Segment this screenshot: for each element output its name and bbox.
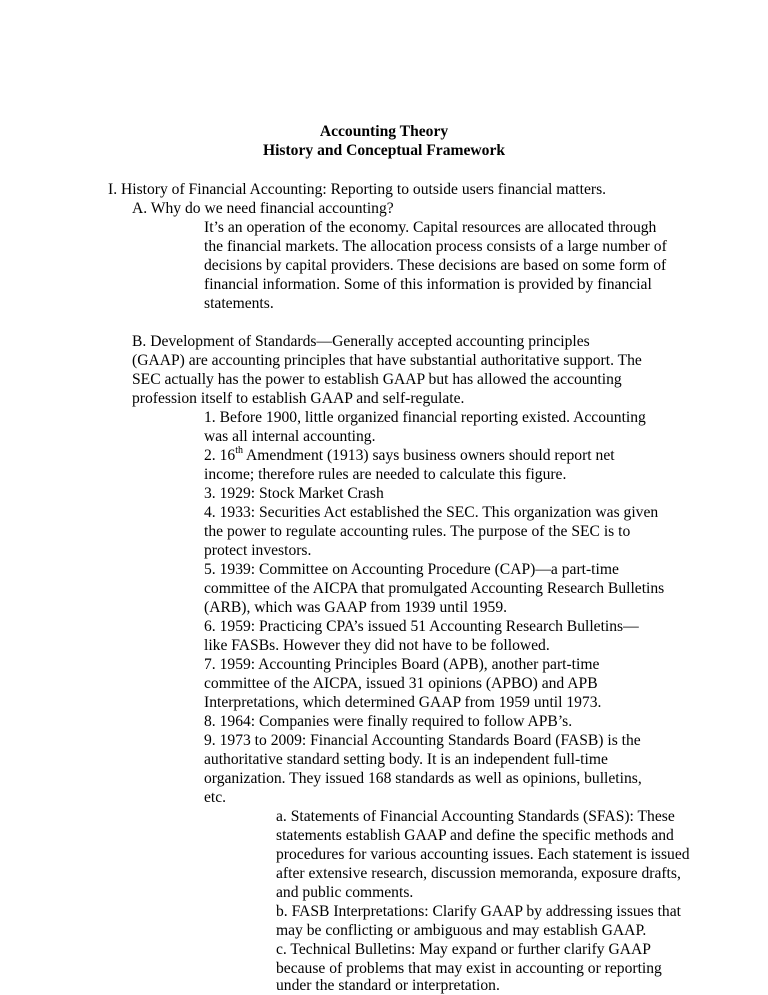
list-item-2-prefix: 2. 16	[204, 447, 236, 464]
list-item-5-cont: (ARB), which was GAAP from 1939 until 1959.	[204, 599, 508, 616]
list-item-7-cont: Interpretations, which determined GAAP from 1959 until 1973.	[204, 694, 602, 711]
document-subtitle: History and Conceptual Framework	[262, 142, 506, 159]
section-a-body-line: the financial markets. The allocation process consists of a large number of	[204, 238, 667, 255]
section-i-heading: I. History of Financial Accounting: Reporting to outside users financial matters.	[108, 181, 607, 198]
sub-item-a: a. Statements of Financial Accounting Standards (SFAS): These	[276, 808, 675, 825]
section-b-body-line: B. Development of Standards—Generally accepted accounting principles	[132, 333, 590, 350]
sub-item-c: c. Technical Bulletins: May expand or further clarify GAAP	[276, 941, 651, 958]
list-item-9: 9. 1973 to 2009: Financial Accounting Standards Board (FASB) is the	[204, 732, 641, 749]
sub-item-a-cont: and public comments.	[276, 884, 414, 901]
section-b-body-line: (GAAP) are accounting principles that have substantial authoritative support. The	[132, 352, 642, 369]
section-a-body-line: It’s an operation of the economy. Capital resources are allocated through	[204, 219, 657, 236]
list-item-3: 3. 1929: Stock Market Crash	[204, 485, 384, 502]
list-item-9-cont: organization. They issued 168 standards as well as opinions, bulletins,	[204, 770, 642, 787]
list-item-4-cont: protect investors.	[204, 542, 312, 559]
list-item-5: 5. 1939: Committee on Accounting Procedure (CAP)—a part-time	[204, 561, 619, 578]
list-item-6: 6. 1959: Practicing CPA’s issued 51 Accounting Research Bulletins—	[204, 618, 639, 635]
list-item-1: 1. Before 1900, little organized financial reporting existed. Accounting	[204, 409, 646, 426]
list-item-2-rest: Amendment (1913) says business owners should report net	[242, 447, 615, 464]
list-item-7: 7. 1959: Accounting Principles Board (APB), another part-time	[204, 656, 600, 673]
list-item-6-cont: like FASBs. However they did not have to be followed.	[204, 637, 550, 654]
sub-item-c-cont: because of problems that may exist in accounting or reporting	[276, 960, 662, 977]
document-title: Accounting Theory	[319, 123, 449, 140]
list-item-2-cont: income; therefore rules are needed to calculate this figure.	[204, 466, 567, 483]
list-item-5-cont: committee of the AICPA that promulgated Accounting Research Bulletins	[204, 580, 665, 597]
list-item-8: 8. 1964: Companies were finally required to follow APB’s.	[204, 713, 573, 730]
section-a-heading: A. Why do we need financial accounting?	[132, 200, 394, 217]
sub-item-a-cont: after extensive research, discussion memoranda, exposure drafts,	[276, 865, 681, 882]
list-item-4-cont: the power to regulate accounting rules. The purpose of the SEC is to	[204, 523, 631, 540]
sub-item-a-cont: procedures for various accounting issues. Each statement is issued	[276, 846, 690, 863]
section-b-body-line: SEC actually has the power to establish GAAP but has allowed the accounting	[132, 371, 622, 388]
list-item-2	[204, 446, 615, 465]
sub-item-a-cont: statements establish GAAP and define the specific methods and	[276, 827, 674, 844]
list-item-1-cont: was all internal accounting.	[204, 428, 376, 445]
list-item-7-cont: committee of the AICPA, issued 31 opinions (APBO) and APB	[204, 675, 598, 692]
section-a-body-line: financial information. Some of this information is provided by financial	[204, 276, 652, 293]
section-a-body-line: decisions by capital providers. These decisions are based on some form of	[204, 257, 667, 274]
superscript-th: th	[235, 444, 243, 456]
section-b-body-line: profession itself to establish GAAP and self-regulate.	[132, 390, 465, 407]
sub-item-b: b. FASB Interpretations: Clarify GAAP by addressing issues that	[276, 903, 681, 920]
list-item-9-cont: etc.	[204, 789, 227, 806]
sub-item-b-cont: may be conflicting or ambiguous and may establish GAAP.	[276, 922, 647, 939]
section-a-body-line: statements.	[204, 295, 274, 312]
sub-item-c-cont: under the standard or interpretation.	[276, 977, 500, 994]
list-item-9-cont: authoritative standard setting body. It is an independent full-time	[204, 751, 608, 768]
list-item-4: 4. 1933: Securities Act established the SEC. This organization was given	[204, 504, 659, 521]
